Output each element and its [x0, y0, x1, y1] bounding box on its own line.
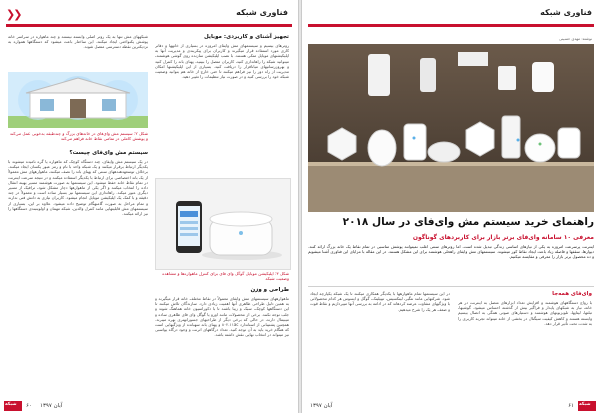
author-line: نوشته: مهدی حسینی	[558, 36, 592, 41]
google-wifi-illustration	[156, 179, 290, 269]
right-page	[302, 0, 600, 413]
page-number: ۶۰	[26, 403, 32, 409]
magazine-logo: شبکه	[4, 401, 22, 411]
issue-date: آبان ۱۳۹۷	[40, 403, 63, 409]
section-title: فناوری شبکه	[540, 8, 592, 17]
subtitle-what-is-mesh: سیستم مش وای‌فای چیست؟	[69, 150, 148, 156]
chevron-decoration-icon: ❯❯	[6, 8, 21, 21]
house-illustration	[8, 72, 148, 128]
body-text-what-is-mesh: در یک سیستم مش وایفای، چند دستگاه کوچک که ماهواره یا گره نامیده میشوند با یکدیگر ارتباط برقرار میکنند و یک شبکه واحد با نام و رمز عبور یکسان ایجاد میکنند. برخلاف توسعهدهندههای سنتی که پهنای باند را نصف میکنند، ماهوارههای مش معمولاً از یک باند اختصاصی برای ارتباط با یکدیگر استفاده میکنند و در نتیجه سرعت اینترنت در تمام نقاط خانه حفظ میشود. این سیستمها به صورت هوشمند مسیر بهینه انتقال داده را انتخاب میکنند و اگر یکی از ماهوارهها دچار مشکل شود، ترافیک از مسیر دیگری عبور میکند. راهاندازی این سیستمها نیز بسیار ساده است و معمولاً در چند دقیقه و با کمک یک اپلیکیشن موبایل انجام میشود. کاربران نیازی به دانش فنی ندارند و تمام مراحل به صورت گامبهگام توضیح داده میشود. علاوه بر این، بسیاری از سیستمهای مش قابلیتهایی مانند کنترل والدین، شبکه مهمان و اولویتبندی دستگاهها را نیز ارائه میکنند.	[8, 159, 148, 217]
caption-figure-3: شکل ۳: اپلیکیشن موبایل گوگل وای فای برای کنترل ماهواره‌ها و مشاهده وضعیت شبکه	[162, 271, 289, 282]
issue-date: آبان ۱۳۹۷	[310, 403, 333, 409]
lead-paragraph: اینترنت پرسرعت امروزه به یکی از نیازهای اساسی زندگی تبدیل شده است، اما روترهای سنتی اغلب نمیتوانند پوشش مناسبی در تمام نقاط یک خانه بزرگ ارائه کنند. دیوارها، سقفها و فاصله زیاد باعث ایجاد نقاط کور میشوند. سیستمهای مش وایفای راهحلی هوشمند برای این مشکل هستند. در این مقاله با مزایای این فناوری آشنا میشویم و ده محصول برتر بازار را معرفی و مقایسه میکنیم.	[308, 244, 594, 260]
lead-divider	[308, 286, 594, 287]
body-text-right-column: با رواج دستگاههای هوشمند و افزایش تعداد ابزارهای متصل به اینترنت در هر خانه، نیاز به شبکهای پایدار و فراگیر بیش از گذشته احساس میشود. گوشیها، تبلتها، لپتاپها، تلویزیونهای هوشمند و دستیارهای صوتی همگی به اتصال بیسیم وابسته هستند و کاهش کیفیت سیگنال در بخشی از خانه میتواند تجربه کاربری را به شدت تحت تأثیر قرار دهد.	[458, 300, 592, 326]
magazine-logo: شبکه	[578, 401, 596, 411]
body-text-mobile: روترهای بیسیم و سیستمهای مش وایفای امروزه در بسیاری از خانهها و دفاتر کاری مورد استفاده قرار میگیرند و کاربران برای پیکربندی و مدیریت آنها به اپلیکیشنهای موبایل متکی هستند. با نصب اپلیکیشن سازنده روی گوشی هوشمند، میتوانید شبکه را راهاندازی کنید، کاربران متصل را ببینید، پهنای باند را کنترل کنید و بهروزرسانیهای میانافزار را دریافت کنید. بسیاری از این اپلیکیشنها امکان مدیریت از راه دور را نیز فراهم میکنند تا حتی خارج از خانه هم بتوانید وضعیت شبکه خود را بررسی کنید و در صورت نیاز تنظیمات را تغییر دهید.	[155, 43, 289, 80]
subtitle-mobile: تجهیز آشنای و کاربردی: موبایل	[204, 34, 289, 40]
caption-figure-2: شکل ۲: سیستم مش وای‌فای در خانه‌های بزرگ و چندطبقه به‌خوبی عمل می‌کند و پوشش کاملی در تمامی نقاط خانه فراهم می‌کند	[9, 131, 148, 142]
body-text-intro: شبکههای مش تنها به یک روتر اصلی وابسته نیستند و چند ماهواره در سراسر خانه پوشش یکنواختی ایجاد میکنند. این ساختار باعث میشود که دستگاهها همواره به نزدیکترین نقطه دسترسی متصل شوند.	[8, 34, 148, 50]
subtitle-wifi-everywhere: وای‌فای همه‌جا	[552, 291, 592, 297]
body-text-left-column: در این سیستمها تمام ماهوارهها با یکدیگر همکاری میکنند تا یک شبکه یکپارچه ایجاد شود. شرکتهایی مانند نتگیر، لینکسیس، تیپیلینک، گوگل و ایسوس هر کدام محصولاتی با ویژگیهای متفاوت عرضه کردهاند که در ادامه به بررسی آنها میپردازیم و نقاط قوت و ضعف هر یک را شرح میدهیم.	[310, 291, 450, 312]
left-page	[0, 0, 298, 413]
house-mesh-photo	[8, 72, 148, 128]
page-number: ۶۱	[568, 403, 574, 409]
subheadline: معرفی ۱۰ سامانه وای‌فای برتر بازار برای کاربردهای گوناگون	[412, 234, 594, 241]
header-rule	[308, 24, 594, 27]
body-text-design: ماهوارههای سیستمهای مش وایفای معمولاً در نقاط مختلف خانه قرار میگیرند و به همین دلیل طراحی ظاهری آنها اهمیت زیادی دارد. سازندگان تلاش میکنند تا این دستگاهها کوچک، سبک و زیبا باشند تا با دکوراسیون خانه هماهنگ شوند و جلب توجه نکنند. برخی از محصولات مانند اورو یا گوگل وای فای ظاهری ساده و مینیمال دارند، در حالی که برخی دیگر از طراحیهای جسورانهتری بهره میبرند. همچنین پشتیبانی از استاندارد ۸۰۲.۱۱ac و پهنای باند سهبانده از ویژگیهایی است که هنگام خرید باید به آن توجه کنید. تعداد درگاههای اترنت و وجود درگاه یواسبی نیز میتواند در انتخاب نهایی نقش داشته باشد.	[155, 296, 289, 338]
header-rule	[6, 24, 292, 27]
google-wifi-photo	[155, 178, 291, 270]
mesh-devices-illustration	[308, 44, 594, 212]
section-title: فناوری شبکه	[236, 8, 288, 17]
hero-photo-mesh-devices	[308, 44, 594, 212]
headline: راهنمای خرید سیستم مش وای‌فای در سال ۲۰۱۸	[342, 216, 594, 228]
subtitle-design: طراحی و وزن	[250, 287, 289, 293]
